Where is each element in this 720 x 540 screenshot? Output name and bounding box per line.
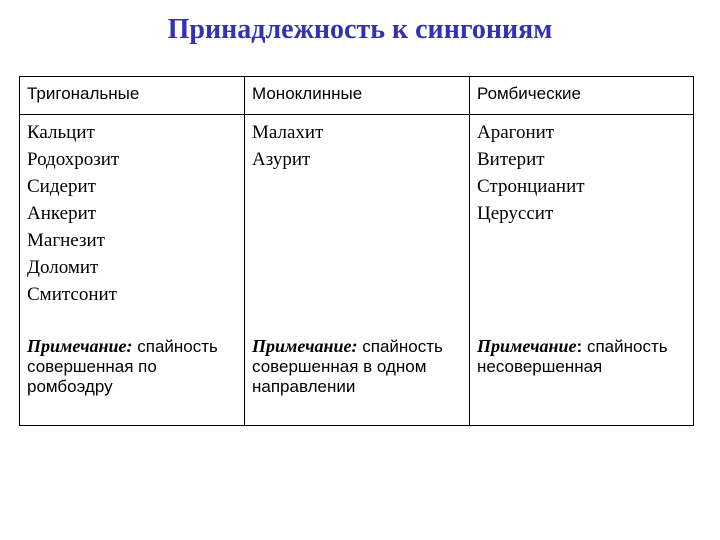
mineral-list-monoclinic bbox=[252, 119, 462, 173]
list-item: Кальцит bbox=[27, 122, 95, 143]
note-text: спайность совершенная в одном направлении bbox=[252, 337, 443, 396]
note-monoclinic bbox=[252, 336, 465, 397]
list-item: Азурит bbox=[252, 149, 311, 170]
list-item: Доломит bbox=[27, 257, 99, 278]
list-item: Смитсонит bbox=[27, 284, 117, 305]
note-label: Примечание bbox=[477, 336, 577, 356]
note-text: спайность совершенная по ромбоэдру bbox=[27, 337, 218, 396]
page-title: Принадлежность к сингониям bbox=[167, 14, 553, 45]
list-item: Витерит bbox=[477, 149, 545, 170]
list-item: Магнезит bbox=[27, 230, 105, 251]
mineral-list-trigonal bbox=[27, 119, 237, 308]
list-item: Родохрозит bbox=[27, 149, 120, 170]
syngony-table bbox=[19, 76, 694, 426]
list-item: Анкерит bbox=[27, 203, 97, 224]
table-header-monoclinic: Моноклинные bbox=[245, 77, 470, 115]
table-cell-trigonal bbox=[20, 115, 245, 425]
list-item: Арагонит bbox=[477, 122, 555, 143]
table-header-rhombic: Ромбические bbox=[470, 77, 693, 115]
list-item: Церуссит bbox=[477, 203, 554, 224]
note-text: спайность несовершенная bbox=[477, 337, 668, 376]
table-cell-rhombic bbox=[470, 115, 693, 425]
note-label: Примечание: bbox=[252, 336, 358, 356]
table-cell-monoclinic bbox=[245, 115, 470, 425]
list-item: Сидерит bbox=[27, 176, 96, 197]
mineral-list-rhombic bbox=[477, 119, 686, 227]
note-label-colon: : bbox=[576, 337, 583, 356]
note-rhombic bbox=[477, 336, 689, 377]
table-header-trigonal: Тригональные bbox=[20, 77, 245, 115]
note-trigonal bbox=[27, 336, 240, 397]
list-item: Стронцианит bbox=[477, 176, 585, 197]
note-label: Примечание: bbox=[27, 336, 133, 356]
list-item: Малахит bbox=[252, 122, 324, 143]
